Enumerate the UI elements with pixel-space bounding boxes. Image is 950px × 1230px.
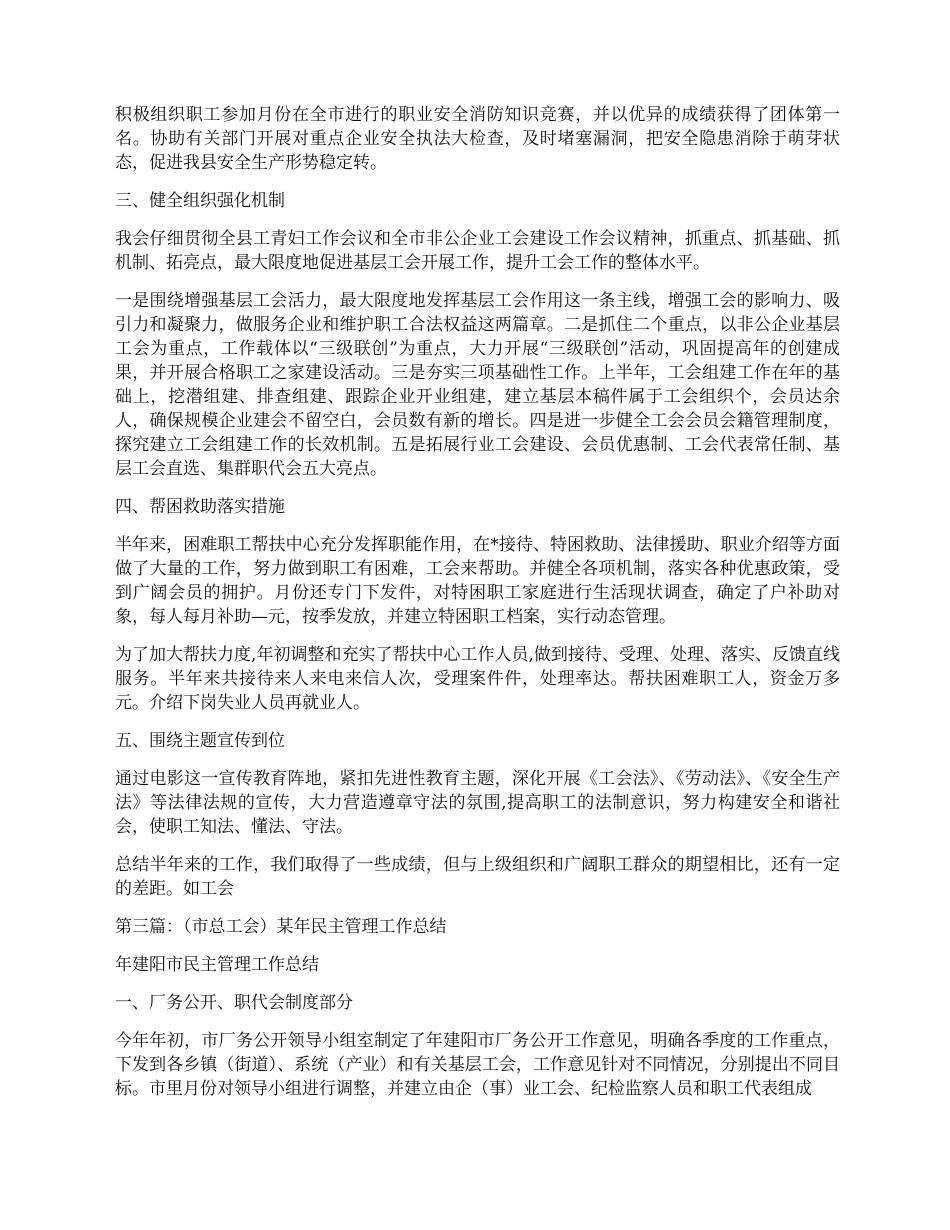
section-heading-5: 五、围绕主题宣传到位 bbox=[115, 731, 285, 751]
section-heading-3: 三、健全组织强化机制 bbox=[115, 191, 285, 211]
paragraph-five-points: 一是围绕增强基层工会活力，最大限度地发挥基层工会作用这一条主线，增强工会的影响力、吸引力和凝聚力，做服务企业和维护职工合法权益这两篇章。二是抓住二个重点，以非公企业基层工会为重点，工作载体以“三级联创”为重点，大力开展“三级联创”活动，巩固提高年的创建成果，并开展合格职工之家建设活动。三是夯实三项基础性工作。上半年，工会组建工作在年的基础上，挖潜组建、排查组建、跟踪企业开业组建，建立基层本稿件属于工会组织个，会员达余人，确保规模企业建会不留空白，会员数有新的增长。四是进一步健全工会会员会籍管理制度，探究建立工会组建工作的长效机制。五是拓展行业工会建设、会员优惠制、工会代表常任制、基层工会直选、集群职代会五大亮点。 bbox=[115, 291, 840, 479]
paragraph-summary: 总结半年来的工作，我们取得了一些成绩，但与上级组织和广阔职工群众的期望相比，还有一定的差距。如工会 bbox=[115, 855, 840, 899]
chapter-title: 第三篇：（市总工会）某年民主管理工作总结 bbox=[115, 917, 447, 937]
paragraph-law-publicity: 通过电影这一宣传教育阵地，紧扣先进性教育主题，深化开展《工会法》、《劳动法》、《安全生产法》等法律法规的宣传，大力营造遵章守法的氛围,提高职工的法制意识，努力构建安全和谐社会，使职工知法、懂法、守法。 bbox=[115, 769, 840, 837]
report-title: 年建阳市民主管理工作总结 bbox=[115, 955, 319, 975]
section-heading-1: 一、厂务公开、职代会制度部分 bbox=[115, 993, 353, 1013]
paragraph-factory-affairs: 今年年初，市厂务公开领导小组室制定了年建阳市厂务公开工作意见，明确各季度的工作重点，下发到各乡镇（街道）、系统（产业）和有关基层工会，工作意见针对不同情况，分别提出不同目标。市里月份对领导小组进行调整，并建立由企（事）业工会、纪检监察人员和职工代表组成 bbox=[115, 1031, 840, 1099]
paragraph-assistance-center: 半年来，困难职工帮扶中心充分发挥职能作用，在*接待、特困救助、法律援助、职业介绍等方面做了大量的工作，努力做到职工有困难，工会来帮助。并健全各项机制，落实各种优惠政策，受到广阔会员的拥护。月份还专门下发件，对特困职工家庭进行生活现状调查，确定了户补助对象，每人每月补助—元，按季发放，并建立特困职工档案，实行动态管理。 bbox=[115, 535, 840, 627]
document-page bbox=[115, 103, 840, 1115]
section-heading-4: 四、帮困救助落实措施 bbox=[115, 497, 285, 517]
paragraph-assistance-effort: 为了加大帮扶力度,年初调整和充实了帮扶中心工作人员,做到接待、受理、处理、落实、反馈直线服务。半年来共接待来人来电来信人次，受理案件件，处理率达。帮扶困难职工人，资金万多元。介绍下岗失业人员再就业人。 bbox=[115, 645, 840, 713]
paragraph-safety-competition: 积极组织职工参加月份在全市进行的职业安全消防知识竞赛，并以优异的成绩获得了团体第一名。协助有关部门开展对重点企业安全执法大检查，及时堵塞漏洞，把安全隐患消除于萌芽状态，促进我县安全生产形势稳定转。 bbox=[115, 105, 840, 173]
paragraph-organization: 我会仔细贯彻全县工青妇工作会议和全市非公企业工会建设工作会议精神，抓重点、抓基础、抓机制、拓亮点，最大限度地促进基层工会开展工作，提升工会工作的整体水平。 bbox=[115, 229, 840, 273]
